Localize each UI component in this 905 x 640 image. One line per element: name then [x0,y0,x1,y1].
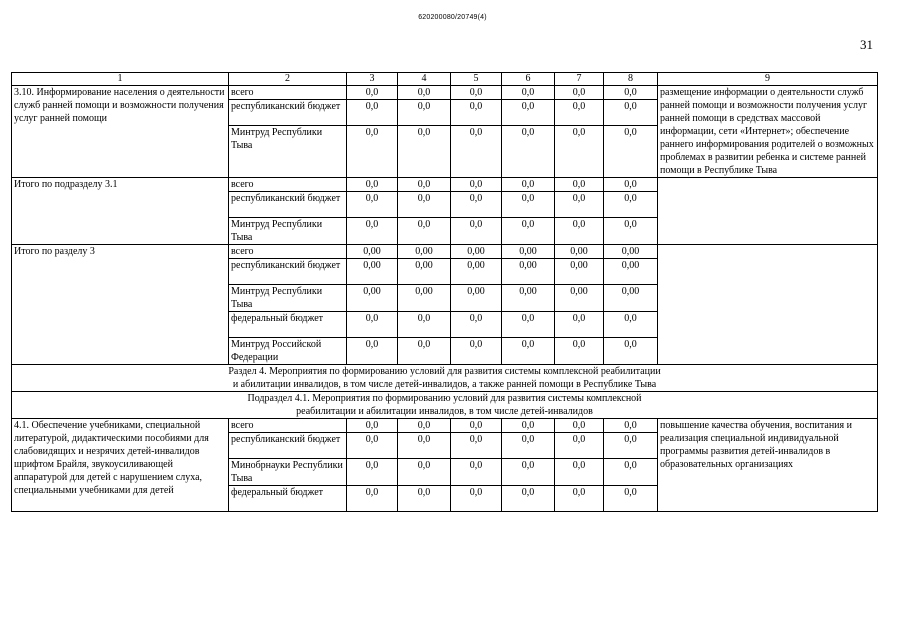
empty-result-cell [658,245,878,365]
funding-source-cell: Минобрнауки Республики Тыва [229,459,347,486]
value-cell: 0,0 [604,486,658,512]
subsection-heading [12,392,878,419]
table-row [12,419,878,433]
value-cell: 0,0 [555,192,604,218]
value-cell: 0,00 [555,245,604,259]
value-cell: 0,0 [398,178,451,192]
funding-source-cell: всего [229,86,347,100]
value-cell: 0,00 [502,259,555,285]
funding-source-cell: республиканский бюджет [229,259,347,285]
budget-table [11,72,878,512]
value-cell: 0,0 [347,192,398,218]
value-cell: 0,0 [555,178,604,192]
value-cell: 0,0 [451,218,502,245]
value-cell: 0,0 [555,218,604,245]
value-cell: 0,0 [502,218,555,245]
header-cell-6: 6 [502,73,555,86]
header-cell-9: 9 [658,73,878,86]
value-cell: 0,0 [347,178,398,192]
empty-result-cell [658,178,878,245]
section-heading-line-1: Раздел 4. Мероприятия по формированию условий для развития системы комплексной реабилитации [228,366,661,377]
value-cell: 0,0 [555,459,604,486]
value-cell: 0,0 [398,459,451,486]
value-cell: 0,0 [451,86,502,100]
value-cell: 0,0 [347,338,398,365]
value-cell: 0,00 [398,245,451,259]
value-cell: 0,0 [604,338,658,365]
value-cell: 0,0 [555,419,604,433]
value-cell: 0,0 [555,433,604,459]
value-cell: 0,00 [451,259,502,285]
value-cell: 0,0 [604,218,658,245]
value-cell: 0,0 [604,192,658,218]
value-cell: 0,0 [555,100,604,126]
value-cell: 0,0 [502,100,555,126]
value-cell: 0,0 [604,100,658,126]
value-cell: 0,0 [604,178,658,192]
value-cell: 0,0 [398,100,451,126]
header-cell-7: 7 [555,73,604,86]
value-cell: 0,0 [398,338,451,365]
value-cell: 0,00 [451,285,502,312]
subsection-heading-line-2: реабилитации и абилитации инвалидов, в том числе детей-инвалидов [296,406,593,417]
table-row [12,86,878,100]
header-row [12,73,878,86]
value-cell: 0,0 [555,312,604,338]
value-cell: 0,00 [604,245,658,259]
value-cell: 0,0 [555,338,604,365]
funding-source-cell: всего [229,178,347,192]
header-cell-4: 4 [398,73,451,86]
funding-source-cell: всего [229,245,347,259]
item-name-cell: 4.1. Обеспечение учебниками, специальной литературой, дидактическими пособиями для слабовидящих и незрячих детей-инвалидов шрифтом Брайля, звукоусиливающей аппаратурой для детей с нарушением слуха, специальными учебниками для детей [12,419,229,512]
value-cell: 0,0 [451,178,502,192]
value-cell: 0,0 [398,486,451,512]
value-cell: 0,0 [502,126,555,178]
table-body [12,73,878,512]
value-cell: 0,0 [604,86,658,100]
value-cell: 0,0 [398,433,451,459]
value-cell: 0,00 [502,245,555,259]
value-cell: 0,0 [502,433,555,459]
value-cell: 0,0 [451,126,502,178]
header-cell-3: 3 [347,73,398,86]
value-cell: 0,0 [555,126,604,178]
value-cell: 0,00 [347,285,398,312]
value-cell: 0,0 [347,312,398,338]
value-cell: 0,0 [451,192,502,218]
funding-source-cell: Минтруд Республики Тыва [229,126,347,178]
value-cell: 0,0 [604,312,658,338]
value-cell: 0,0 [347,86,398,100]
section-heading-row [12,365,878,392]
funding-source-cell: республиканский бюджет [229,433,347,459]
value-cell: 0,00 [451,245,502,259]
value-cell: 0,0 [347,486,398,512]
value-cell: 0,0 [604,126,658,178]
value-cell: 0,0 [451,312,502,338]
value-cell: 0,0 [502,486,555,512]
value-cell: 0,0 [347,100,398,126]
value-cell: 0,0 [555,486,604,512]
item-name-cell: Итого по разделу 3 [12,245,229,365]
value-cell: 0,0 [398,218,451,245]
item-name-cell: 3.10. Информирование населения о деятельности служб ранней помощи и возможности получения услуг ранней помощи [12,86,229,178]
value-cell: 0,0 [451,338,502,365]
funding-source-cell: федеральный бюджет [229,486,347,512]
funding-source-cell: республиканский бюджет [229,100,347,126]
subsection-heading-row [12,392,878,419]
value-cell: 0,0 [347,126,398,178]
value-cell: 0,0 [502,178,555,192]
value-cell: 0,0 [451,419,502,433]
value-cell: 0,00 [347,259,398,285]
expected-result-cell: повышение качества обучения, воспитания и реализация специальной индивидуальной программы развития детей-инвалидов в образовательных организациях [658,419,878,512]
value-cell: 0,0 [398,126,451,178]
value-cell: 0,0 [347,433,398,459]
subsection-heading-line-1: Подраздел 4.1. Мероприятия по формированию условий для развития системы комплексной [247,393,642,404]
value-cell: 0,0 [502,192,555,218]
value-cell: 0,0 [502,86,555,100]
expected-result-cell: размещение информации о деятельности служб ранней помощи и возможности получения услуг ранней помощи в средствах массовой информации, сети «Интернет»; обеспечение раннего информирования родителей о возможных проблемах в развитии ребенка и системе ранней помощи в Республике Тыва [658,86,878,178]
value-cell: 0,0 [347,419,398,433]
funding-source-cell: Минтруд Российской Федерации [229,338,347,365]
value-cell: 0,00 [555,285,604,312]
value-cell: 0,00 [398,259,451,285]
funding-source-cell: всего [229,419,347,433]
header-cell-2: 2 [229,73,347,86]
table-row [12,178,878,192]
value-cell: 0,00 [555,259,604,285]
value-cell: 0,0 [347,218,398,245]
section-heading [12,365,878,392]
value-cell: 0,0 [451,100,502,126]
value-cell: 0,0 [502,312,555,338]
section-heading-line-2: и абилитации инвалидов, в том числе детей-инвалидов, а также ранней помощи в Республике Тыва [232,379,657,390]
table-row [12,245,878,259]
value-cell: 0,0 [604,433,658,459]
funding-source-cell: федеральный бюджет [229,312,347,338]
value-cell: 0,0 [451,486,502,512]
value-cell: 0,0 [347,459,398,486]
value-cell: 0,0 [398,312,451,338]
item-name-cell: Итого по подразделу 3.1 [12,178,229,245]
value-cell: 0,00 [398,285,451,312]
value-cell: 0,00 [604,259,658,285]
value-cell: 0,00 [502,285,555,312]
value-cell: 0,0 [502,419,555,433]
value-cell: 0,0 [451,459,502,486]
value-cell: 0,0 [604,459,658,486]
header-cell-5: 5 [451,73,502,86]
header-cell-1: 1 [12,73,229,86]
value-cell: 0,0 [398,419,451,433]
funding-source-cell: Минтруд Республики Тыва [229,285,347,312]
value-cell: 0,0 [398,86,451,100]
header-cell-8: 8 [604,73,658,86]
value-cell: 0,0 [555,86,604,100]
page-number: 31 [860,37,873,52]
funding-source-cell: Минтруд Республики Тыва [229,218,347,245]
value-cell: 0,00 [604,285,658,312]
value-cell: 0,0 [398,192,451,218]
document-id: 620200080/20749(4) [418,14,487,21]
value-cell: 0,00 [347,245,398,259]
value-cell: 0,0 [604,419,658,433]
value-cell: 0,0 [502,459,555,486]
value-cell: 0,0 [502,338,555,365]
value-cell: 0,0 [451,433,502,459]
funding-source-cell: республиканский бюджет [229,192,347,218]
